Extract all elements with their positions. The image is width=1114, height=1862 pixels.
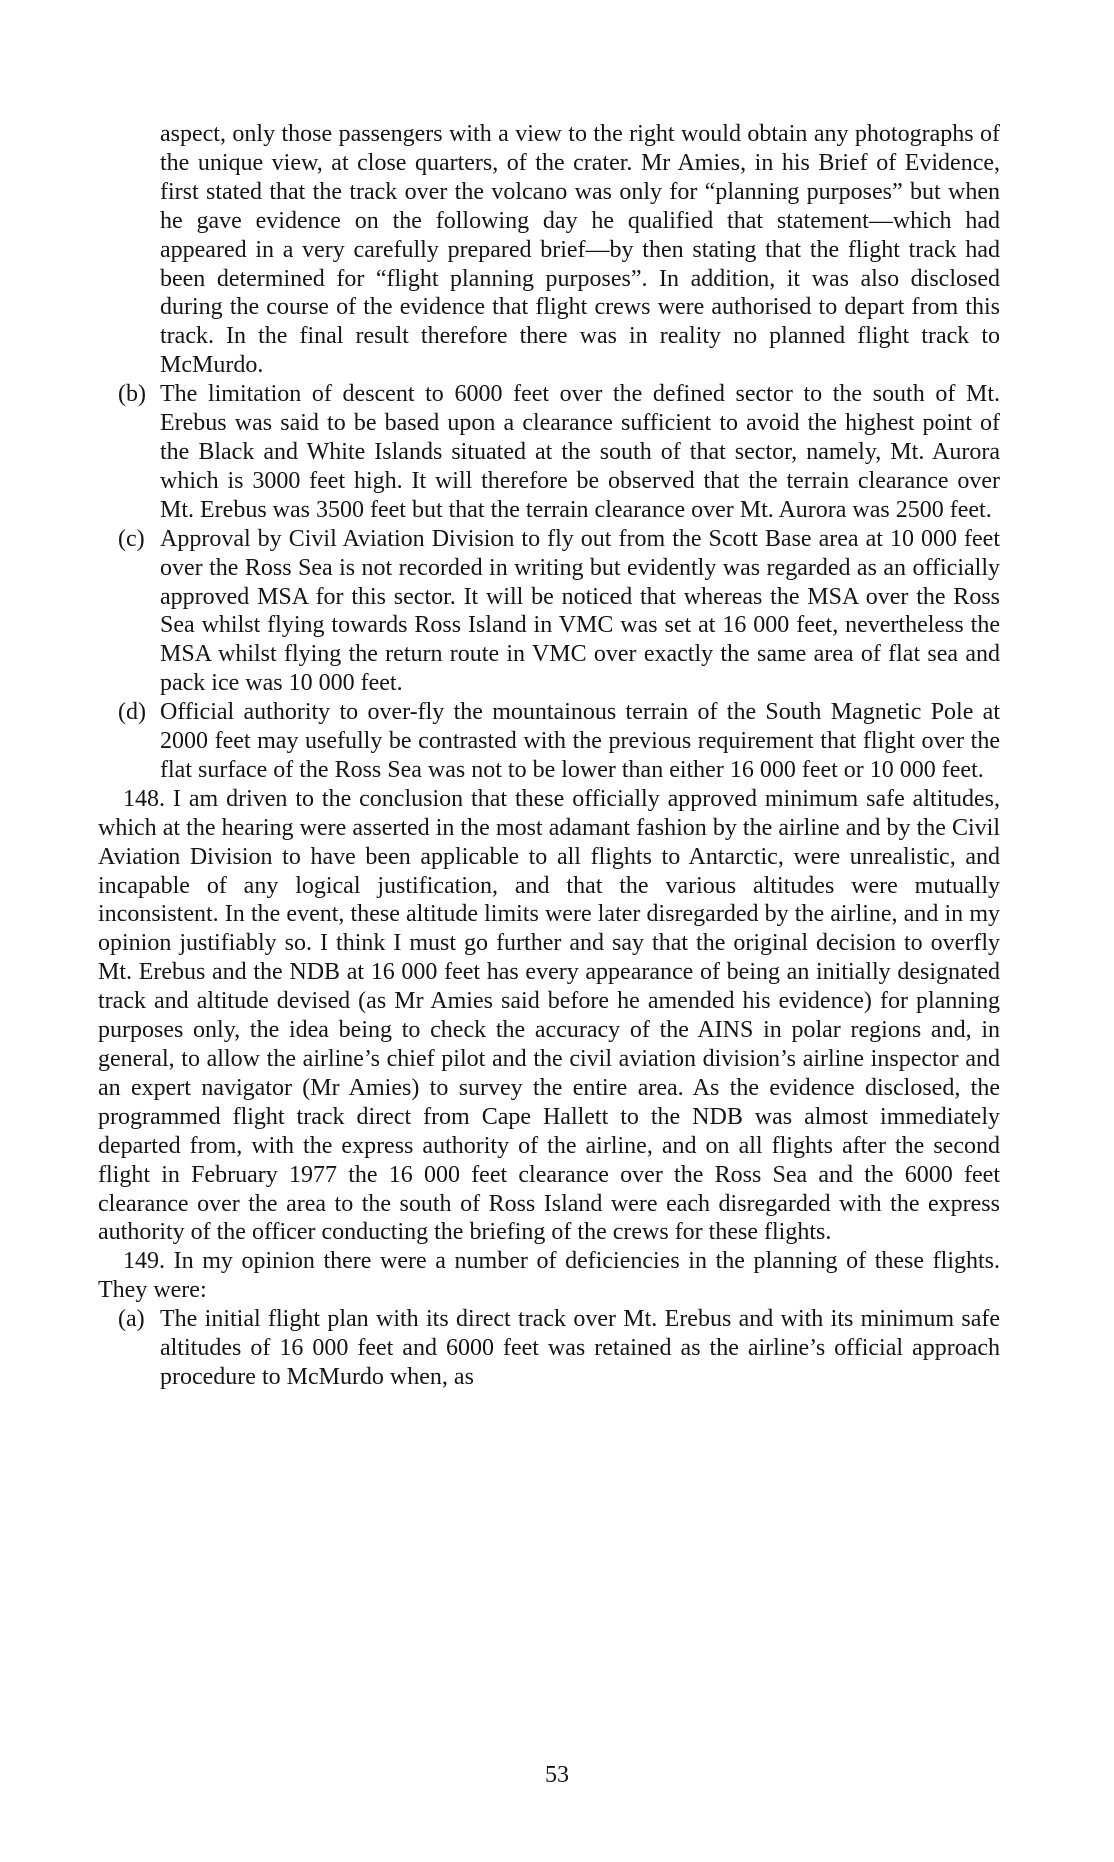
item-label: (d) xyxy=(118,699,146,726)
item-text: Approval by Civil Aviation Division to fly out from the Scott Base area at 10 000 feet over the Ross Sea is not recorded in writing but evidently was regarded as an officially approved MSA for this sector. It will be noticed that whereas the MSA over the Ross Sea whilst flying towards Ross Island in VMC was set at 16 000 feet, nevertheless the MSA whilst flying the return route in VMC over exactly the same area of flat sea and pack ice was 10 000 feet. xyxy=(160,525,1000,697)
continuation-paragraph: aspect, only those passengers with a view to the right would obtain any photographs of the unique view, at close quarters, of the crater. Mr Amies, in his Brief of Evidence, first stated that the track over the volcano was only for “planning purposes” but when he gave evidence on the following day he qualified that statement—which had appeared in a very carefully prepared brief—by then stating that the flight track had been determined for “flight planning purposes”. In addition, it was also disclosed during the course of the evidence that flight crews were authorised to depart from this track. In the final result therefore there was in reality no planned flight track to McMurdo. xyxy=(160,121,1000,379)
item-text: The initial flight plan with its direct track over Mt. Erebus and with its minimum safe altitudes of 16 000 feet and 6000 feet was retained as the airline’s official approach procedure to McMurdo when, as xyxy=(160,1306,1000,1390)
paragraph-149: 149. In my opinion there were a number of deficiencies in the planning of these flights. They were: xyxy=(98,1248,1000,1304)
item-label: (a) xyxy=(118,1306,145,1333)
page-number: 53 xyxy=(545,1762,569,1788)
item-text: Official authority to over-fly the mountainous terrain of the South Magnetic Pole at 2000 feet may usefully be contrasted with the previous requirement that flight over the flat surface of the Ross Sea was not to be lower than either 16 000 feet or 10 000 feet. xyxy=(160,699,1000,783)
paragraph-148: 148. I am driven to the conclusion that these officially approved minimum safe altitudes, which at the hearing were asserted in the most adamant fashion by the airline and by the Civil Aviation Division to have been applicable to all flights to Antarctic, were unrealistic, and incapable of any logical justification, and that the various altitudes were mutually inconsistent. In the event, these altitude limits were later disregarded by the airline, and in my opinion justifiably so. I think I must go further and say that the original decision to overfly Mt. Erebus and the NDB at 16 000 feet has every appearance of being an initially designated track and altitude devised (as Mr Amies said before he amended his evidence) for planning purposes only, the idea being to check the accuracy of the AINS in polar regions and, in general, to allow the airline’s chief pilot and the civil aviation division’s airline inspector and an expert navigator (Mr Amies) to survey the entire area. As the evidence disclosed, the programmed flight track direct from Cape Hallett to the NDB was almost immediately departed from, with the express authority of the airline, and on all flights after the second flight in February 1977 the 16 000 feet clearance over the Ross Sea and the 6000 feet clearance over the area to the south of Ross Island were each disregarded with the express authority of the officer conducting the briefing of the crews for these flights. xyxy=(98,785,1000,1246)
item-label: (b) xyxy=(118,381,146,408)
list-item-a xyxy=(98,1305,1000,1392)
item-text: The limitation of descent to 6000 feet over the defined sector to the south of Mt. Erebus was said to be based upon a clearance sufficient to avoid the highest point of the Black and White Islands situated at the south of that sector, namely, Mt. Aurora which is 3000 feet high. It will therefore be observed that the terrain clearance over Mt. Erebus was 3500 feet but that the terrain clearance over Mt. Aurora was 2500 feet. xyxy=(160,381,1000,523)
list-item-c xyxy=(98,525,1000,698)
item-label: (c) xyxy=(118,525,145,552)
document-page xyxy=(98,120,1000,1392)
list-item-b xyxy=(98,380,1000,525)
list-item-d xyxy=(98,698,1000,785)
